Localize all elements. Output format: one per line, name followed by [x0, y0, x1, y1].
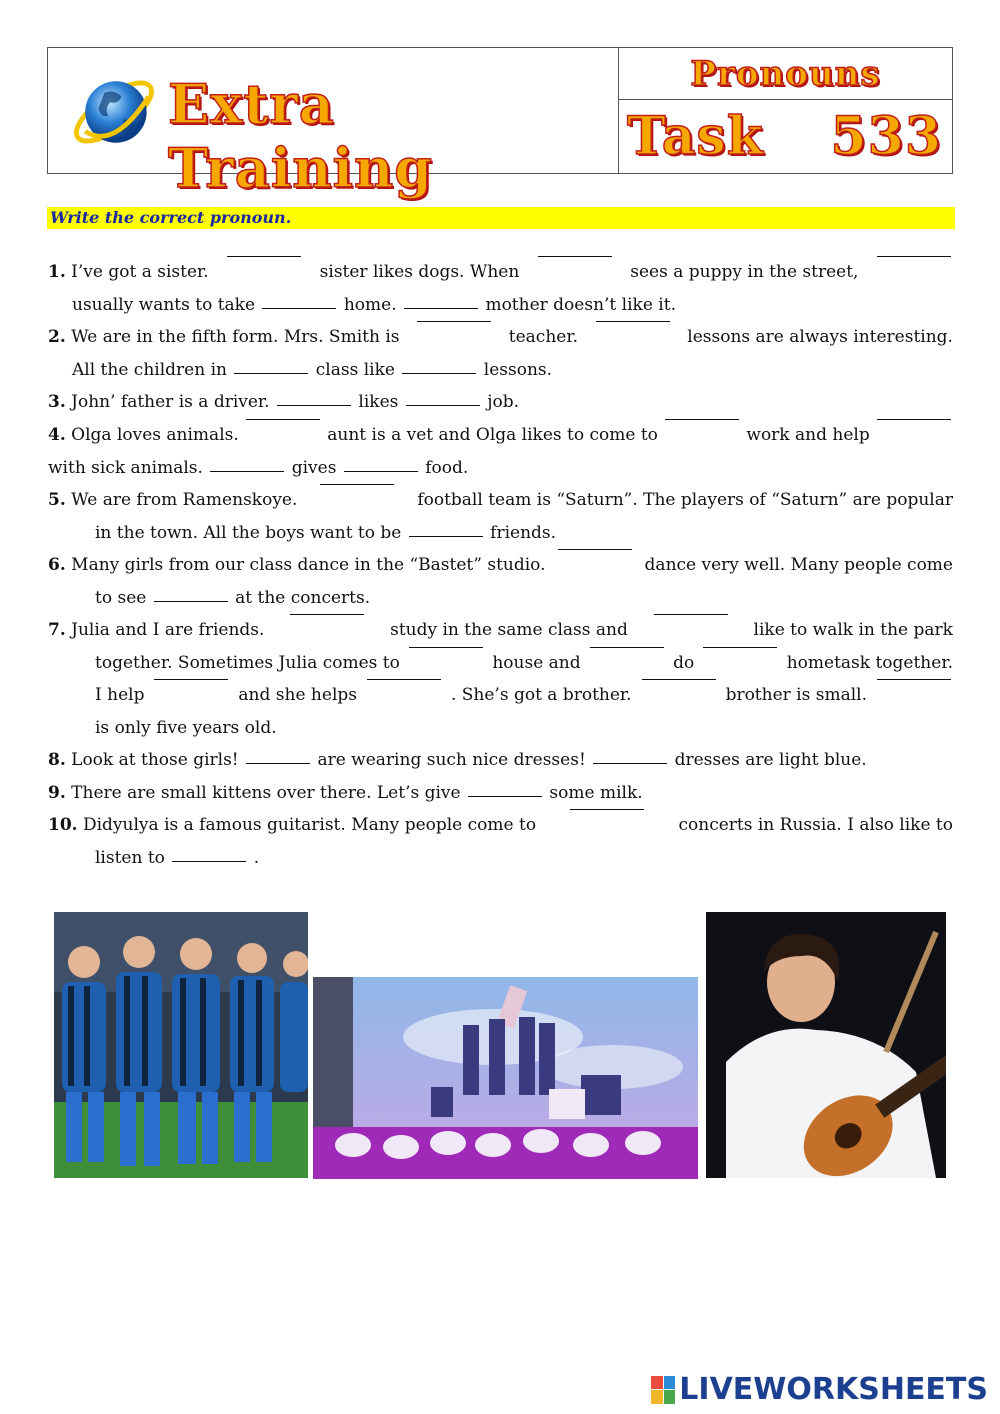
answer-blank[interactable]	[558, 549, 632, 550]
exercise-text: .	[253, 847, 260, 868]
exercise-10	[48, 809, 953, 874]
exercise-text: I’ve got a sister.	[71, 262, 209, 282]
exercise-text: hometask together.	[786, 652, 953, 673]
header-title-cell	[48, 48, 619, 200]
exercise-text: class like	[315, 359, 395, 380]
exercise-text: There are small kittens over there. Let’s give	[71, 783, 461, 803]
answer-blank[interactable]	[234, 373, 308, 374]
exercise-text: some milk.	[549, 783, 643, 803]
answer-blank[interactable]	[409, 536, 483, 537]
exercise-text: mother doesn’t like it.	[485, 294, 676, 315]
topic-label: Pronouns	[690, 53, 881, 94]
exercise-text: Didyulya is a famous guitarist. Many people come to	[82, 815, 537, 835]
exercise-8	[48, 744, 953, 777]
exercise-text: home.	[343, 294, 397, 315]
exercise-text: Look at those girls!	[71, 750, 239, 770]
exercise-text: I help	[95, 685, 145, 706]
football-team-photo	[54, 912, 308, 1178]
answer-blank[interactable]	[877, 679, 951, 680]
exercise-text: football team is “Saturn”. The players of “Saturn” are popular	[417, 490, 953, 510]
worksheet-title: Extra Training	[168, 72, 434, 200]
answer-blank[interactable]	[654, 614, 728, 615]
instruction-banner: Write the correct pronoun.	[47, 207, 955, 229]
exercise-text: gives	[291, 457, 337, 478]
globe-icon	[66, 64, 162, 160]
exercise-text: John’ father is a driver.	[71, 392, 270, 412]
answer-blank[interactable]	[402, 373, 476, 374]
exercise-text: Julia and I are friends.	[71, 620, 265, 640]
exercise-text: is only five years old.	[95, 717, 277, 738]
answer-blank[interactable]	[320, 484, 394, 485]
exercise-text: are wearing such nice dresses!	[317, 750, 586, 770]
answer-blank[interactable]	[246, 419, 320, 420]
exercise-number: 6.	[48, 555, 66, 575]
exercise-9	[48, 777, 953, 810]
answer-blank[interactable]	[590, 647, 664, 648]
answer-blank[interactable]	[246, 763, 310, 764]
answer-blank[interactable]	[172, 861, 246, 862]
answer-blank[interactable]	[154, 679, 228, 680]
exercise-number: 10.	[48, 815, 78, 835]
exercise-2	[48, 321, 953, 386]
task-number: 533	[830, 106, 942, 167]
exercise-text: lessons are always interesting.	[687, 327, 953, 347]
answer-blank[interactable]	[593, 763, 667, 764]
exercise-number: 8.	[48, 750, 66, 770]
exercise-text: friends.	[490, 522, 557, 543]
exercise-text: listen to	[95, 847, 165, 868]
exercise-text: and she helps	[238, 685, 357, 706]
answer-blank[interactable]	[665, 419, 739, 420]
exercise-text: to see	[95, 587, 147, 608]
exercise-5	[48, 484, 953, 549]
exercise-number: 4.	[48, 425, 66, 445]
answer-blank[interactable]	[344, 471, 418, 472]
exercise-text: We are from Ramenskoye.	[71, 490, 298, 510]
exercise-text: . She’s got a brother.	[450, 685, 632, 706]
exercise-text: aunt is a vet and Olga likes to come to	[327, 425, 658, 445]
answer-blank[interactable]	[154, 601, 228, 602]
exercise-1	[48, 256, 953, 321]
exercise-text: We are in the fifth form. Mrs. Smith is	[71, 327, 400, 347]
header-box	[47, 47, 953, 200]
exercise-number: 2.	[48, 327, 66, 347]
topic-cell	[619, 48, 952, 100]
exercise-text: with sick animals.	[48, 457, 203, 478]
exercise-text: teacher.	[508, 327, 578, 347]
answer-blank[interactable]	[596, 321, 670, 322]
exercise-text: house and	[492, 652, 581, 673]
exercise-text: do	[673, 652, 695, 673]
answer-blank[interactable]	[290, 614, 364, 615]
answer-blank[interactable]	[406, 405, 480, 406]
answer-blank[interactable]	[227, 256, 301, 257]
exercise-text: job.	[487, 392, 519, 412]
exercise-text: sister likes dogs. When	[319, 262, 520, 282]
exercise-7	[48, 614, 953, 744]
exercise-text: Many girls from our class dance in the “Bastet” studio.	[71, 555, 546, 575]
exercise-text: together. Sometimes Julia comes to	[95, 652, 400, 673]
answer-blank[interactable]	[404, 308, 478, 309]
answer-blank[interactable]	[570, 809, 644, 810]
exercise-number: 9.	[48, 783, 66, 803]
exercise-text: lessons.	[483, 359, 553, 380]
answer-blank[interactable]	[210, 471, 284, 472]
exercise-text: work and help	[746, 425, 870, 445]
exercise-number: 7.	[48, 620, 66, 640]
brand-name: LIVEWORKSHEETS	[679, 1372, 988, 1407]
exercise-text: concerts in Russia. I also like to	[678, 815, 953, 835]
header-task-cell	[619, 48, 952, 173]
answer-blank[interactable]	[262, 308, 336, 309]
task-label: Task	[627, 106, 764, 167]
answer-blank[interactable]	[538, 256, 612, 257]
exercise-number: 3.	[48, 392, 66, 412]
liveworksheets-icon	[651, 1376, 675, 1404]
liveworksheets-logo	[651, 1372, 988, 1407]
exercise-6	[48, 549, 953, 614]
answer-blank[interactable]	[877, 256, 951, 257]
answer-blank[interactable]	[703, 647, 777, 648]
task-cell	[619, 100, 952, 173]
exercise-text: at the concerts.	[235, 587, 371, 608]
exercise-text: like to walk in the park	[753, 620, 953, 640]
exercise-number: 5.	[48, 490, 66, 510]
dance-studio-photo	[313, 977, 698, 1179]
answer-blank[interactable]	[877, 419, 951, 420]
exercise-text: study in the same class and	[390, 620, 628, 640]
exercise-text: dance very well. Many people come	[644, 555, 953, 575]
exercise-4	[48, 419, 953, 484]
exercise-text: dresses are light blue.	[674, 750, 867, 770]
exercise-text: brother is small.	[725, 685, 867, 706]
exercise-text: in the town. All the boys want to be	[95, 522, 402, 543]
exercise-text: Olga loves animals.	[71, 425, 239, 445]
exercise-number: 1.	[48, 262, 66, 282]
answer-blank[interactable]	[468, 796, 542, 797]
exercise-text: All the children in	[72, 359, 227, 380]
guitarist-photo	[706, 912, 946, 1178]
exercise-text: food.	[425, 457, 469, 478]
answer-blank[interactable]	[367, 679, 441, 680]
answer-blank[interactable]	[417, 321, 491, 322]
answer-blank[interactable]	[277, 405, 351, 406]
answer-blank[interactable]	[642, 679, 716, 680]
exercise-3	[48, 386, 953, 419]
answer-blank[interactable]	[409, 647, 483, 648]
exercise-text: sees a puppy in the street,	[630, 262, 859, 282]
exercise-text: likes	[358, 392, 399, 412]
exercise-text: usually wants to take	[72, 294, 256, 315]
